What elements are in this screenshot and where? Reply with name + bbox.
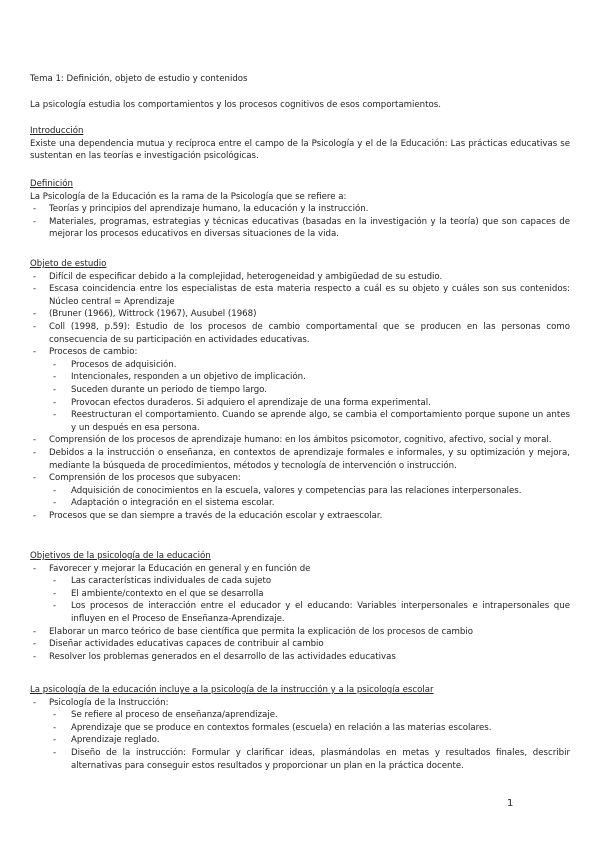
- list-item: - (Bruner (1966), Wittrock (1967), Ausubel (1968): [33, 309, 257, 320]
- objeto-list-2: [30, 434, 570, 484]
- incluye-sublist: [30, 709, 570, 772]
- list-item: - Provocan efectos duraderos. Si adquiero el aprendizaje de una forma experimental.: [53, 397, 431, 408]
- list-item: - Los procesos de interacción entre el educador y el educando: Variables interpersonales e intrapersonales que influyen en el Proceso de Enseñanza-Aprendizaje.: [53, 601, 570, 624]
- list-item: - Escasa coincidencia entre los especialistas de esta materia respecto a cuál es su objeto y cuáles son sus contenidos: Núcleo central = Aprendizaje: [33, 284, 570, 307]
- objeto-list: [30, 271, 570, 359]
- section-objeto: [30, 258, 570, 522]
- list-item: - Teorías y principios del aprendizaje humano, la educación y la instrucción.: [33, 204, 369, 215]
- subyacen-sublist: [30, 485, 570, 510]
- objetivos-list: [30, 563, 570, 576]
- document-title: Tema 1: Definición, objeto de estudio y contenidos: [30, 74, 248, 84]
- page-number: 1: [507, 798, 514, 809]
- list-item: - Reestructuran el comportamiento. Cuando se aprende algo, se cambia el comportamiento porque supone un antes y un después en esa persona.: [53, 410, 570, 433]
- list-item: - Aprendizaje reglado.: [53, 735, 160, 746]
- section-heading: Objeto de estudio: [30, 259, 107, 269]
- list-item: - Diseño de la instrucción: Formular y clarificar ideas, plasmándolas en metas y resultados finales, describir alternativas para conseguir estos resultados y proporcionar un plan en la práctica docente.: [53, 747, 570, 771]
- list-item: - Las características individuales de cada sujeto: [53, 576, 272, 587]
- list-item: - Materiales, programas, estrategias y técnicas educativas (basadas en la investigación y la teoría) que son capaces de mejorar los procesos educativos en diversas situaciones de la vida.: [33, 216, 570, 240]
- list-item: - El ambiente/contexto en el que se desarrolla: [53, 588, 264, 599]
- list-item: - Psicología de la Instrucción:: [33, 697, 169, 708]
- intro-paragraph: La psicología estudia los comportamientos y los procesos cognitivos de esos comportamientos.: [30, 100, 441, 110]
- section-definicion: [30, 178, 570, 241]
- list-item: - Coll (1998, p.59): Estudio de los procesos de cambio comportamental que se producen en las personas como consecuencia de su participación en actividades educativas.: [33, 321, 570, 345]
- list-item: - Comprensión de los procesos que subyacen:: [33, 473, 241, 484]
- section-heading: Introducción: [30, 126, 84, 136]
- section-objetivos: [30, 550, 570, 663]
- list-item: - Adquisición de conocimientos en la escuela, valores y competencias para las relaciones interpersonales.: [53, 485, 522, 496]
- definicion-list: [30, 203, 570, 241]
- list-item: - Favorecer y mejorar la Educación en general y en función de: [33, 563, 311, 574]
- objetivos-sublist: [30, 575, 570, 625]
- section-introduccion: [30, 125, 570, 163]
- section-paragraph: Existe una dependencia mutua y recíproca entre el campo de la Psicología y el de la Educación: Las prácticas educativas se sustentan en las teorías e investigación psicológicas.: [30, 138, 570, 162]
- list-item: - Intencionales, responden a un objetivo de implicación.: [53, 372, 306, 383]
- list-item: - Elaborar un marco teórico de base científica que permita la explicación de los procesos de cambio: [33, 626, 473, 637]
- section-heading: La psicología de la educación incluye a la psicología de la instrucción y a la psicología escolar: [30, 685, 434, 695]
- list-item: - Se refiere al proceso de enseñanza/aprendizaje.: [53, 710, 278, 721]
- cambio-sublist: [30, 359, 570, 435]
- list-item: - Procesos de cambio:: [33, 347, 138, 358]
- list-item: - Comprensión de los procesos de aprendizaje humano: en los ámbitos psicomotor, cognitivo, afectivo, social y moral.: [33, 435, 552, 446]
- list-item: - Diseñar actividades educativas capaces de contribuir al cambio: [33, 639, 324, 650]
- section-incluye: [30, 684, 570, 772]
- incluye-list: [30, 697, 570, 710]
- list-item: - Procesos de adquisición.: [53, 359, 177, 370]
- section-heading: Objetivos de la psicología de la educación: [30, 551, 211, 561]
- objeto-list-3: [30, 510, 570, 523]
- list-item: - Suceden durante un periodo de tiempo largo.: [53, 384, 268, 395]
- section-paragraph: La Psicología de la Educación es la rama de la Psicología que se refiere a:: [30, 191, 347, 202]
- list-item: - Resolver los problemas generados en el desarrollo de las actividades educativas: [33, 651, 396, 662]
- list-item: - Debidos a la instrucción o enseñanza, en contextos de aprendizaje formales e informales, y su optimización y mejora, mediante la búsqueda de procedimientos, métodos y tecnología de intervención o instrucción.: [33, 447, 570, 471]
- list-item: - Aprendizaje que se produce en contextos formales (escuela) en relación a las materias escolares.: [53, 722, 492, 733]
- list-item: - Difícil de especificar debido a la complejidad, heterogeneidad y ambigüedad de su estudio.: [33, 271, 443, 282]
- section-heading: Definición: [30, 179, 73, 189]
- list-item: - Procesos que se dan siempre a través de la educación escolar y extraescolar.: [33, 510, 383, 521]
- objetivos-list-2: [30, 626, 570, 664]
- list-item: - Adaptación o integración en el sistema escolar.: [53, 498, 275, 509]
